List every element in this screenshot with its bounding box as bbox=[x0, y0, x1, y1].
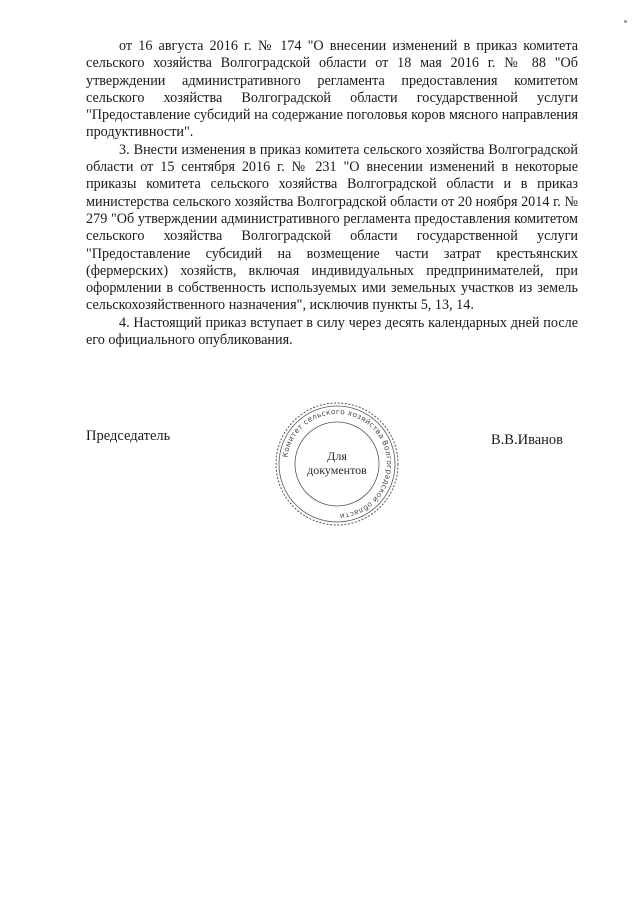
scan-dot bbox=[624, 20, 627, 23]
official-seal bbox=[273, 400, 401, 528]
seal-center-line1: Для bbox=[327, 449, 347, 463]
paragraph-continuation: от 16 августа 2016 г. № 174 "О внесении изменений в приказ комитета сельского хозяйства Волгоградской области от 18 мая 2016 г. № 88 "Об утверждении административного регламента предоставления комитетом сельского хозяйства Волгоградской области государственной услуги "Предоставление субсидий на содержание поголовья коров мясного направления продуктивности". bbox=[86, 38, 578, 141]
paragraph-4: 4. Настоящий приказ вступает в силу через десять календарных дней после его официального опубликования. bbox=[86, 314, 578, 349]
signature-block bbox=[0, 406, 640, 530]
signatory-name: В.В.Иванов bbox=[491, 432, 564, 448]
seal-ring-text: Комитет сельского хозяйства Волгоградской области bbox=[280, 406, 395, 521]
seal-center-line2: документов bbox=[307, 463, 367, 477]
document-body bbox=[86, 38, 578, 349]
signatory-title: Председатель bbox=[86, 428, 171, 444]
paragraph-3: 3. Внести изменения в приказ комитета сельского хозяйства Волгоградской области от 15 сентября 2016 г. № 231 "О внесении изменений в некоторые приказы комитета сельского хозяйства Волгоградской области и в приказ министерства сельского хозяйства Волгоградской области от 20 ноября 2014 г. № 279 "Об утверждении административного регламента предоставления комитетом сельского хозяйства Волгоградской области государственной услуги "Предоставление субсидий на возмещение части затрат крестьянских (фермерских) хозяйств, включая индивидуальных предпринимателей, при оформлении в собственность используемых ими земельных участков из земель сельскохозяйственного назначения", исключив пункты 5, 13, 14. bbox=[86, 141, 578, 314]
